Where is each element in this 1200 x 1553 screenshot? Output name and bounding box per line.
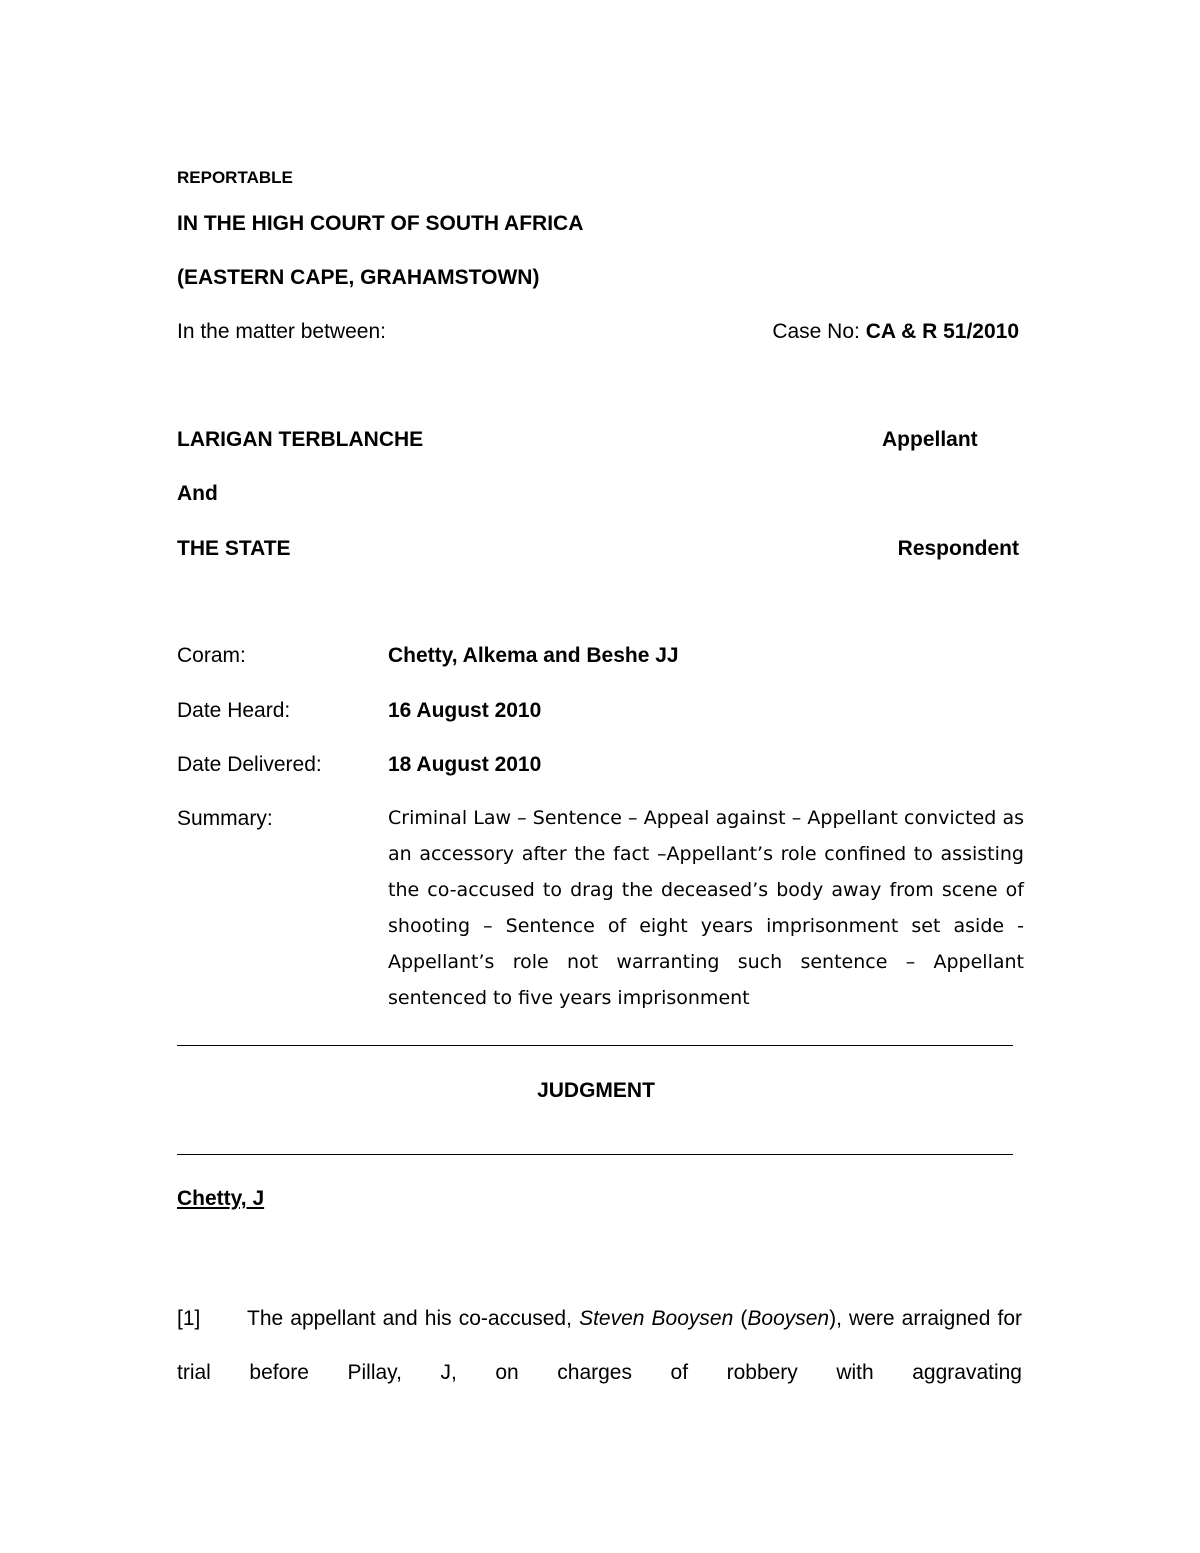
appellant-role: Appellant [882, 428, 978, 451]
paragraph-text-b: ( [733, 1307, 748, 1330]
court-title: IN THE HIGH COURT OF SOUTH AFRICA [177, 212, 584, 235]
date-heard-value: 16 August 2010 [388, 699, 542, 722]
co-accused-short-name: Booysen [747, 1307, 830, 1330]
party-conjunction: And [177, 482, 218, 505]
case-number-label: Case No: [772, 320, 866, 343]
date-delivered-value: 18 August 2010 [388, 753, 542, 776]
summary-text: Criminal Law – Sentence – Appeal against – Appellant convicted as an accessory after the fact –Appellant’s role confined to assisting the co-accused to drag the deceased’s body away from scene of shooting – Sentence of eight years imprisonment set aside - Appellant’s role not warranting such sentence – Appellant sentenced to five years imprisonment [388, 807, 1024, 1009]
divider-bottom [177, 1154, 1013, 1155]
paragraph-1 [177, 1292, 1022, 1400]
reportable-label: REPORTABLE [177, 168, 293, 187]
paragraph-text-a: The appellant and his co-accused, [247, 1307, 580, 1330]
judgment-heading: JUDGMENT [537, 1079, 655, 1102]
respondent-row [177, 537, 1019, 561]
coram-value: Chetty, Alkema and Beshe JJ [388, 644, 679, 667]
co-accused-name: Steven Booysen [579, 1307, 734, 1330]
respondent-name: THE STATE [177, 537, 291, 560]
respondent-role: Respondent [897, 537, 1019, 560]
date-heard-label: Date Heard: [177, 699, 291, 722]
appellant-row [177, 428, 1019, 452]
case-number [772, 320, 1019, 344]
paragraph-text-c: ), were arraigned for trial before Pillay, J, on charges of robbery with aggravating [177, 1307, 1023, 1384]
court-division: (EASTERN CAPE, GRAHAMSTOWN) [177, 266, 540, 289]
coram-label: Coram: [177, 644, 246, 667]
date-delivered-label: Date Delivered: [177, 753, 322, 776]
summary-label: Summary: [177, 807, 273, 830]
case-number-value: CA & R 51/2010 [865, 320, 1019, 343]
appellant-name: LARIGAN TERBLANCHE [177, 428, 424, 451]
paragraph-number: [1] [177, 1307, 201, 1330]
divider-top [177, 1045, 1013, 1046]
matter-label: In the matter between: [177, 320, 386, 343]
matter-row [177, 320, 1019, 344]
judge-name: Chetty, J [177, 1187, 265, 1210]
